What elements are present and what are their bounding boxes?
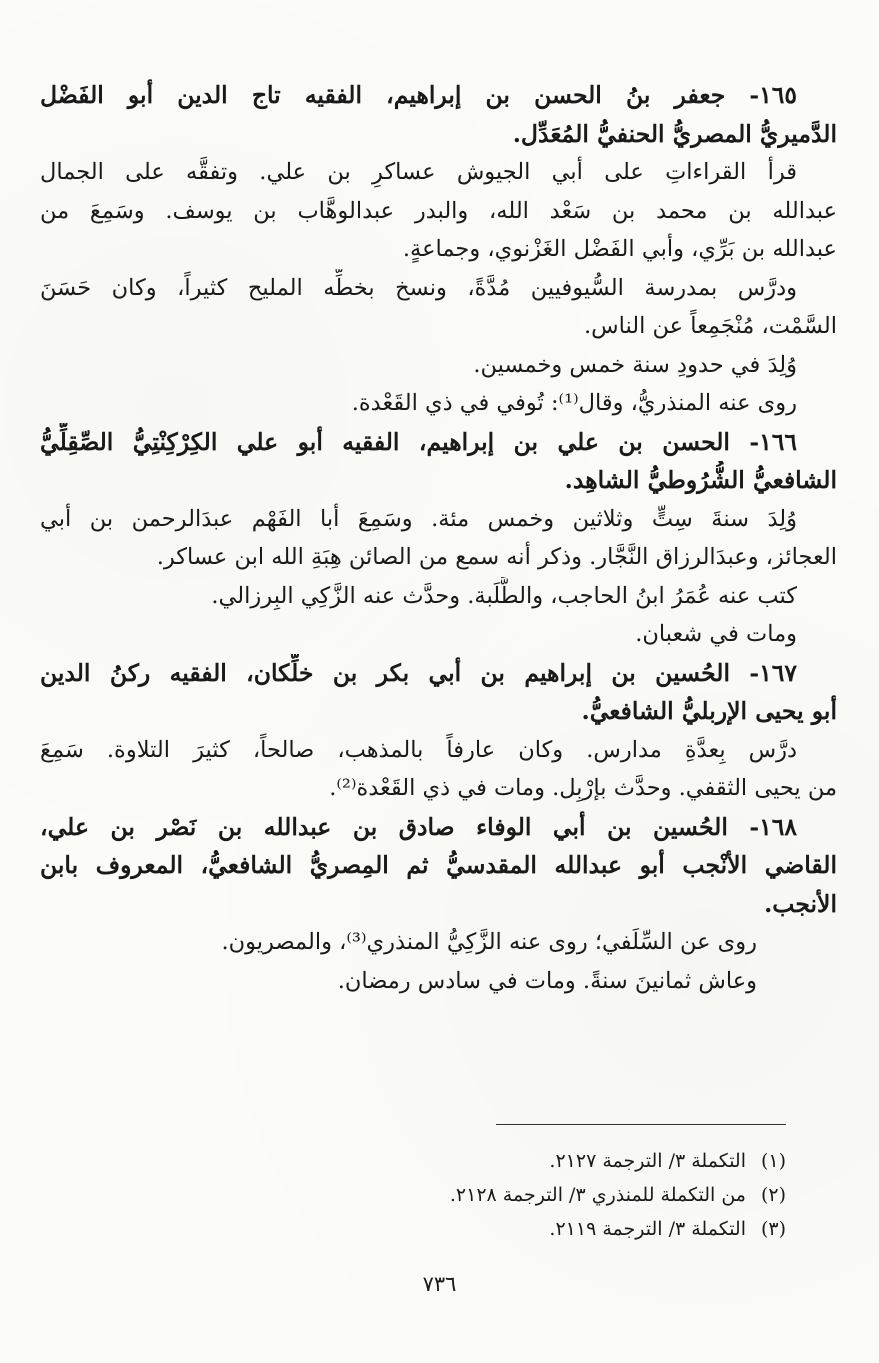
text-line: ١٦٥- جعفر بنُ الحسن بن إبراهيم، الفقيه تاج الدين أبو الفَضْل: [40, 81, 797, 109]
text-line: كتب عنه عُمَرُ ابنُ الحاجب، والطَّلَبة. وحدَّث عنه الزَّكِي البِرزالي.: [211, 582, 797, 609]
footnotes: [60, 1144, 786, 1246]
text-line: وُلِدَ في حدودِ سنة خمس وخمسين.: [473, 351, 797, 378]
footnote-number: (٣): [760, 1218, 786, 1240]
text-line: درَّس بِعدَّةِ مدارس. وكان عارفاً بالمذهب، صالحاً، كثيرَ التلاوة. سَمِعَ: [40, 736, 797, 763]
text-line: ١٦٧- الحُسين بن إبراهيم بن أبي بكر بن خلِّكان، الفقيه ركنُ الدين: [40, 658, 797, 687]
page-number: ٧٣٦: [422, 1272, 457, 1296]
text-line: روى عنه المنذريُّ، وقال⁽¹⁾: تُوفي في ذي القَعْدة.: [351, 390, 797, 416]
footnote-number: (٢): [760, 1184, 786, 1206]
text-line: ودرَّس بمدرسة السُّيوفيين مُدَّةً، ونسخ بخطِّه المليح كثيراً، وكان حَسَنَ: [40, 274, 797, 301]
footnote-number: (١): [760, 1150, 786, 1172]
text-line: وُلِدَ سنةَ سِتٍّ وثلاثين وخمس مئة. وسَمِعَ أبا الفَهْم عبدَالرحمن بن أبي: [40, 505, 797, 532]
text-line: عبدالله بن بَرِّي، وأبي الفَضْل الغَزْنوي، وجماعةٍ.: [402, 236, 837, 262]
text-line: عبدالله بن محمد بن سَعْد الله، والبدر عبدالوهَّاب بن يوسف. وسَمِعَ من: [40, 197, 837, 224]
text-line: ١٦٦- الحسن بن علي بن إبراهيم، الفقيه أبو علي الكِرْكِنْتِيُّ الصِّقِلِّيُّ: [40, 427, 797, 456]
footnote-divider: [496, 1124, 786, 1125]
text-line: ومات في شعبان.: [635, 621, 797, 647]
main-text: [40, 76, 837, 1000]
footnote-text: التكملة ٣/ الترجمة ٢١٢٧.: [549, 1150, 746, 1172]
text-line: الدَّميريُّ المصريُّ الحنفيُّ المُعَدِّل.: [512, 119, 837, 148]
text-line: قرأ القراءاتِ على أبي الجيوش عساكرِ بن علي. وتفقَّه على الجمال: [40, 159, 797, 185]
text-line: من يحيى الثقفي. وحدَّث بإرْبِل. ومات في ذي القَعْدة⁽²⁾.: [329, 775, 837, 801]
text-line: السَّمْت، مُنْجَمِعاً عن الناس.: [583, 313, 837, 339]
text-line: القاضي الأنْجب أبو عبدالله المقدسيُّ ثم المِصريُّ الشافعيُّ، المعروف بابن: [40, 851, 837, 879]
footnote: [60, 1178, 786, 1212]
text-line: ١٦٨- الحُسين بن أبي الوفاء صادق بن عبدالله بن نَصْر بن علي،: [40, 812, 797, 841]
footnote-text: من التكملة للمنذري ٣/ الترجمة ٢١٢٨.: [449, 1184, 746, 1206]
footnote-text: التكملة ٣/ الترجمة ٢١١٩.: [549, 1218, 746, 1240]
footnote: [60, 1212, 786, 1246]
text-line: أبو يحيى الإربليُّ الشافعيُّ.: [581, 697, 837, 725]
footnote: [60, 1144, 786, 1178]
text-line: روى عن السِّلَفي؛ روى عنه الزَّكِيُّ المنذري⁽³⁾، والمصريون.: [221, 929, 757, 955]
text-line: الأنجب.: [764, 889, 837, 918]
text-line: وعاش ثمانينَ سنةً. ومات في سادس رمضان.: [337, 967, 757, 994]
text-line: العجائز، وعبدَالرزاق النَّجَّار. وذكر أنه سمع من الصائن هِبَةِ الله ابن عساكر.: [156, 544, 837, 570]
text-line: الشافعيُّ الشُّرُوطيُّ الشاهِد.: [564, 466, 837, 494]
